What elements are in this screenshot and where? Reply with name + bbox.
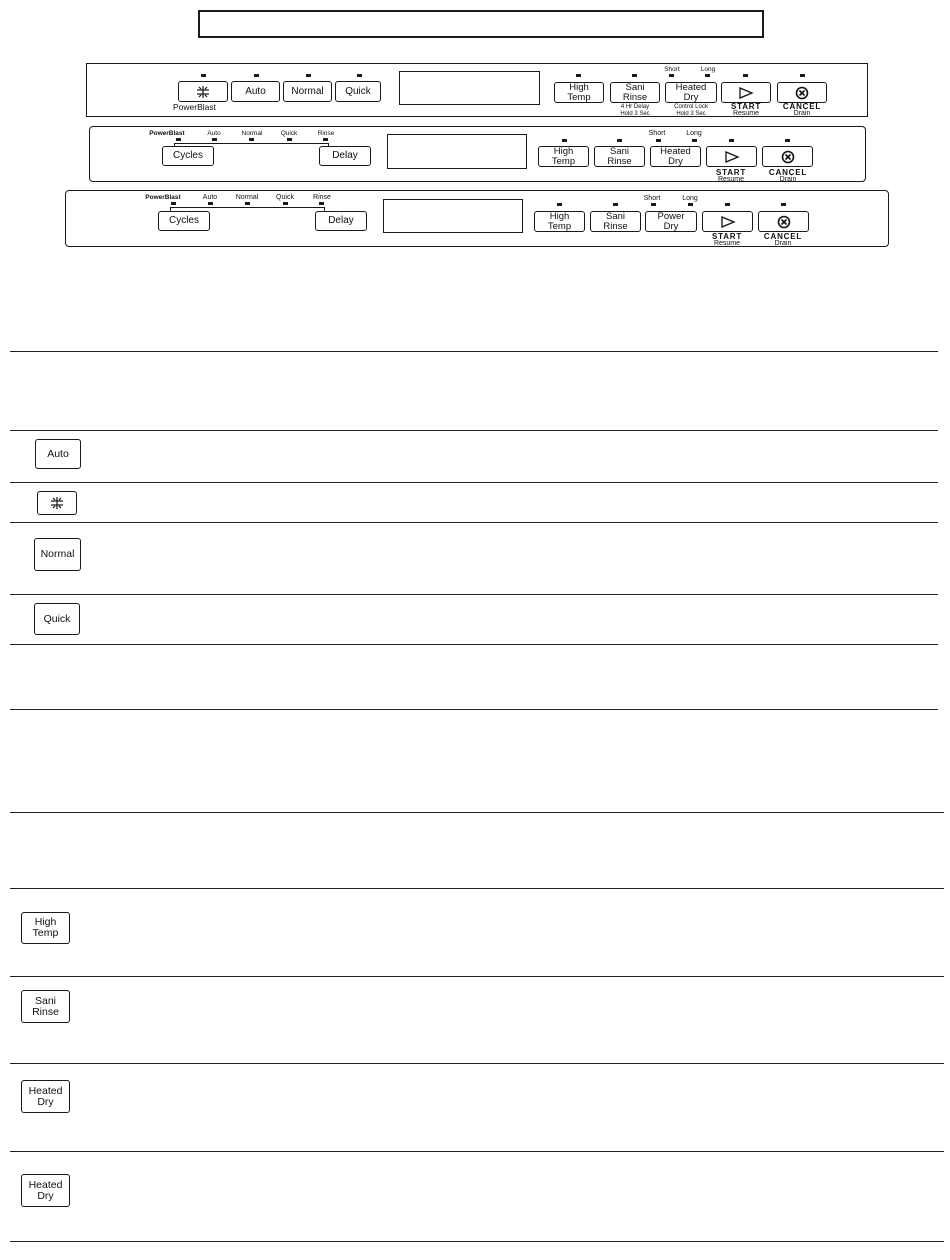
indicator-light bbox=[613, 203, 618, 206]
heated-dry-button[interactable]: Heated Dry bbox=[21, 1174, 70, 1207]
auto-label: Auto bbox=[202, 194, 218, 201]
heated-dry-button[interactable]: Heated Dry bbox=[665, 82, 717, 103]
indicator-light bbox=[785, 139, 790, 142]
table-rule bbox=[10, 351, 938, 352]
indicator-light bbox=[656, 139, 661, 142]
cancel-circle-x-icon bbox=[781, 150, 795, 164]
play-triangle-icon bbox=[738, 87, 754, 99]
cancel-button[interactable] bbox=[762, 146, 813, 167]
table-rule bbox=[10, 1151, 944, 1152]
short-label: Short bbox=[643, 195, 661, 202]
high-temp-button[interactable]: High Temp bbox=[538, 146, 589, 167]
indicator-light bbox=[557, 203, 562, 206]
long-label: Long bbox=[700, 66, 716, 73]
indicator-light bbox=[692, 139, 697, 142]
table-rule bbox=[10, 888, 944, 889]
start-label: START bbox=[715, 168, 747, 177]
indicator-light bbox=[576, 74, 581, 77]
table-rule bbox=[10, 1241, 944, 1242]
control-lock-note: Control Lock Hold 3 Sec bbox=[674, 104, 708, 117]
powerblast-button[interactable] bbox=[37, 491, 77, 515]
normal-button[interactable]: Normal bbox=[283, 81, 332, 102]
indicator-light bbox=[800, 74, 805, 77]
indicator-light bbox=[632, 74, 637, 77]
powerblast-icon bbox=[50, 496, 64, 510]
indicator-light bbox=[201, 74, 206, 77]
quick-label: Quick bbox=[276, 194, 294, 201]
high-temp-button[interactable]: High Temp bbox=[554, 82, 604, 103]
high-temp-button[interactable]: High Temp bbox=[534, 211, 585, 232]
indicator-light bbox=[287, 138, 292, 141]
sani-rinse-button[interactable]: Sani Rinse bbox=[594, 146, 645, 167]
powerblast-button[interactable] bbox=[178, 81, 228, 102]
table-rule bbox=[10, 482, 938, 483]
indicator-light bbox=[254, 74, 259, 77]
play-triangle-icon bbox=[724, 151, 740, 163]
indicator-light bbox=[729, 139, 734, 142]
resume-label: Resume bbox=[713, 240, 741, 247]
table-rule bbox=[10, 522, 938, 523]
indicator-light bbox=[249, 138, 254, 141]
cancel-label: CANCEL bbox=[782, 102, 822, 111]
normal-button[interactable]: Normal bbox=[34, 538, 81, 571]
indicator-light bbox=[725, 203, 730, 206]
cancel-button[interactable] bbox=[777, 82, 827, 103]
play-triangle-icon bbox=[720, 216, 736, 228]
table-rule bbox=[10, 812, 944, 813]
normal-label: Normal bbox=[241, 130, 263, 137]
resume-label: Resume bbox=[717, 176, 745, 183]
indicator-light bbox=[212, 138, 217, 141]
indicator-light bbox=[357, 74, 362, 77]
sani-rinse-button[interactable]: Sani Rinse bbox=[21, 990, 70, 1023]
sani-rinse-button[interactable]: Sani Rinse bbox=[590, 211, 641, 232]
quick-button[interactable]: Quick bbox=[335, 81, 381, 102]
auto-button[interactable]: Auto bbox=[35, 439, 81, 469]
heated-dry-button[interactable]: Heated Dry bbox=[21, 1080, 70, 1113]
cycles-button[interactable]: Cycles bbox=[158, 211, 210, 231]
cycle-bracket bbox=[170, 207, 325, 208]
cancel-label: CANCEL bbox=[763, 232, 803, 241]
long-label: Long bbox=[682, 195, 698, 202]
powerblast-label: PowerBlast bbox=[145, 194, 181, 201]
short-label: Short bbox=[648, 130, 666, 137]
short-label: Short bbox=[664, 66, 680, 73]
drain-label: Drain bbox=[779, 176, 797, 183]
indicator-light bbox=[245, 202, 250, 205]
cancel-button[interactable] bbox=[758, 211, 809, 232]
resume-label: Resume bbox=[732, 110, 760, 117]
table-rule bbox=[10, 976, 944, 977]
cycles-button[interactable]: Cycles bbox=[162, 146, 214, 166]
indicator-light bbox=[562, 139, 567, 142]
indicator-light bbox=[688, 203, 693, 206]
power-dry-button[interactable]: Power Dry bbox=[645, 211, 697, 232]
start-button[interactable] bbox=[702, 211, 753, 232]
indicator-light bbox=[781, 203, 786, 206]
cycle-bracket bbox=[174, 143, 329, 144]
auto-label: Auto bbox=[207, 130, 221, 137]
delay-button[interactable]: Delay bbox=[319, 146, 371, 166]
table-rule bbox=[10, 644, 938, 645]
cancel-circle-x-icon bbox=[795, 86, 809, 100]
start-button[interactable] bbox=[706, 146, 757, 167]
auto-button[interactable]: Auto bbox=[231, 81, 280, 102]
table-rule bbox=[10, 430, 938, 431]
drain-label: Drain bbox=[793, 110, 811, 117]
table-rule bbox=[10, 594, 938, 595]
start-button[interactable] bbox=[721, 82, 771, 103]
indicator-light bbox=[306, 74, 311, 77]
high-temp-button[interactable]: High Temp bbox=[21, 912, 70, 944]
indicator-light bbox=[651, 203, 656, 206]
drain-label: Drain bbox=[774, 240, 792, 247]
heated-dry-button[interactable]: Heated Dry bbox=[650, 146, 701, 167]
indicator-light bbox=[743, 74, 748, 77]
powerblast-label: PowerBlast bbox=[173, 102, 216, 112]
quick-label: Quick bbox=[280, 130, 298, 137]
indicator-light bbox=[171, 202, 176, 205]
sani-rinse-button[interactable]: Sani Rinse bbox=[610, 82, 660, 103]
indicator-light bbox=[176, 138, 181, 141]
table-rule bbox=[10, 1063, 944, 1064]
indicator-light bbox=[283, 202, 288, 205]
quick-button[interactable]: Quick bbox=[34, 603, 80, 635]
indicator-light bbox=[323, 138, 328, 141]
powerblast-icon bbox=[196, 85, 210, 99]
display-window bbox=[387, 134, 527, 169]
indicator-light bbox=[319, 202, 324, 205]
rinse-label: Rinse bbox=[317, 130, 335, 137]
delay-button[interactable]: Delay bbox=[315, 211, 367, 231]
indicator-light bbox=[208, 202, 213, 205]
delay-note: 4 Hr Delay Hold 3 Sec bbox=[620, 104, 650, 117]
start-label: START bbox=[711, 232, 743, 241]
cancel-circle-x-icon bbox=[777, 215, 791, 229]
start-label: START bbox=[730, 102, 762, 111]
indicator-light bbox=[705, 74, 710, 77]
table-rule bbox=[10, 709, 938, 710]
display-window bbox=[383, 199, 523, 233]
long-label: Long bbox=[686, 130, 702, 137]
rinse-label: Rinse bbox=[313, 194, 331, 201]
indicator-light bbox=[617, 139, 622, 142]
indicator-light bbox=[669, 74, 674, 77]
normal-label: Normal bbox=[235, 194, 259, 201]
title-box bbox=[198, 10, 764, 38]
powerblast-label: PowerBlast bbox=[149, 130, 185, 137]
display-window bbox=[399, 71, 540, 105]
cancel-label: CANCEL bbox=[768, 168, 808, 177]
